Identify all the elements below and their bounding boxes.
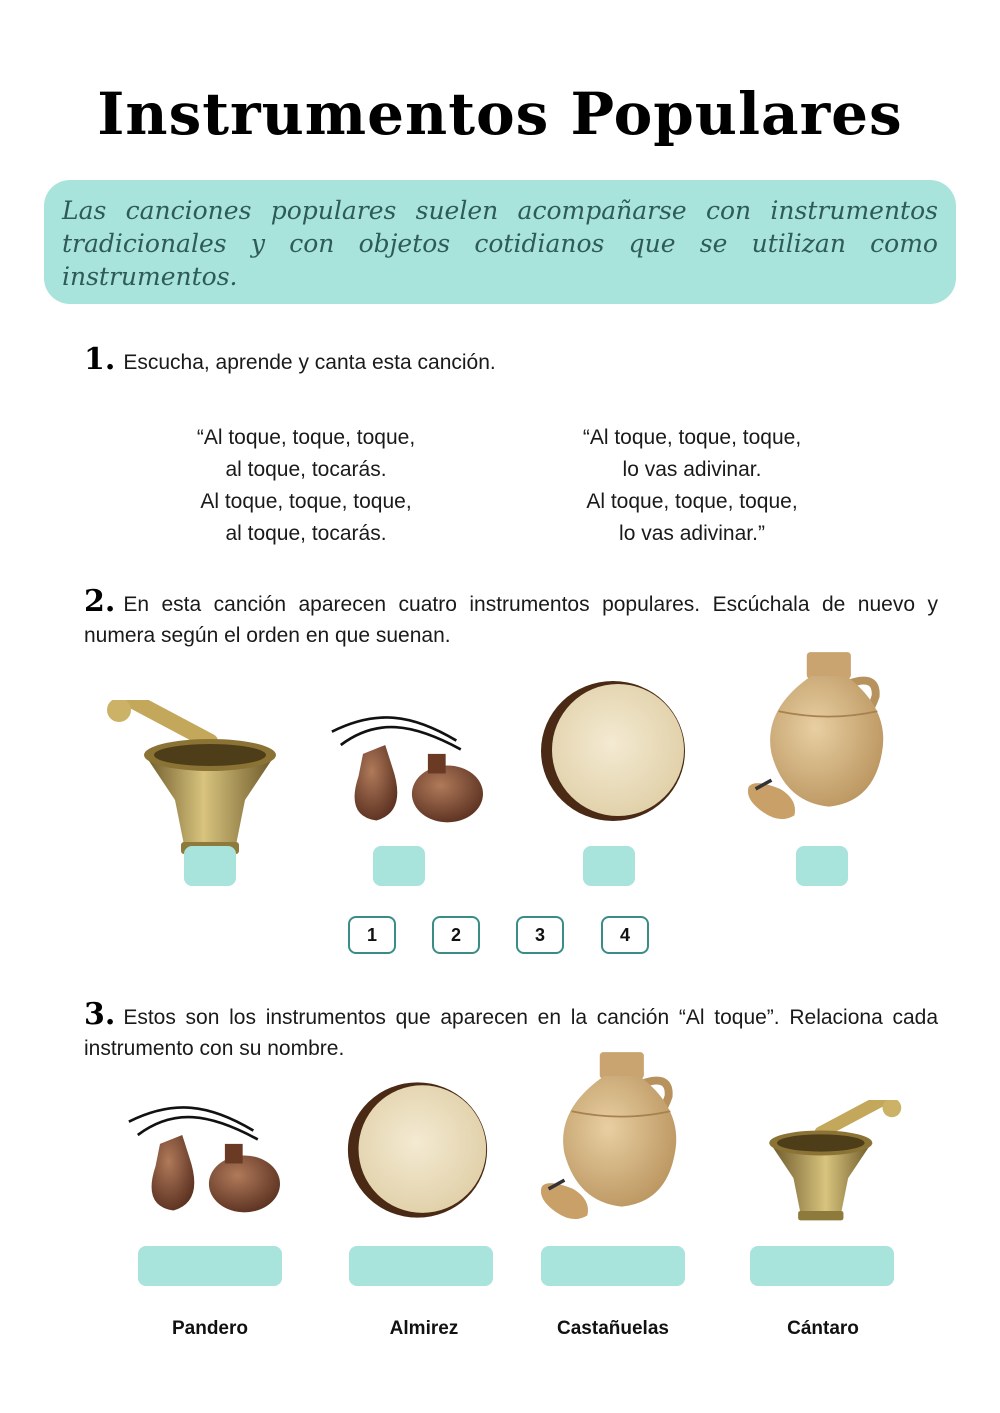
question-2-number: 2. <box>84 584 116 619</box>
question-3-text: Estos son los instrumentos que aparecen en la canción “Al toque”. Relaciona cada instrumento con su nombre. <box>84 1006 938 1060</box>
verse-line: “Al toque, toque, toque, <box>196 426 416 449</box>
verse-line: al toque, tocarás. <box>225 522 387 545</box>
mortar-pestle-image <box>105 700 285 860</box>
match-slot[interactable] <box>349 1246 493 1286</box>
question-3 <box>84 999 938 1064</box>
verse-right <box>532 422 852 550</box>
number-option-4[interactable]: 4 <box>601 916 649 954</box>
match-slot[interactable] <box>750 1246 894 1286</box>
question-3-number: 3. <box>84 997 116 1032</box>
label-almirez[interactable]: Almirez <box>389 1318 459 1339</box>
frame-drum-image <box>345 1075 490 1225</box>
label-pandero[interactable]: Pandero <box>171 1318 249 1339</box>
page-title: Instrumentos Populares <box>97 80 903 148</box>
answer-slot[interactable] <box>583 846 635 886</box>
answer-slot[interactable] <box>184 846 236 886</box>
clay-jug-image <box>745 636 895 836</box>
answer-slot[interactable] <box>796 846 848 886</box>
question-1-text: Escucha, aprende y canta esta canción. <box>123 351 496 374</box>
clay-jug-image <box>538 1036 688 1236</box>
match-slot[interactable] <box>541 1246 685 1286</box>
question-1-number: 1. <box>84 342 116 377</box>
number-option-2[interactable]: 2 <box>432 916 480 954</box>
verse-line: “Al toque, toque, toque, <box>582 426 802 449</box>
castanets-image <box>115 1095 285 1215</box>
mortar-pestle-image <box>745 1100 920 1225</box>
label-cantaro[interactable]: Cántaro <box>787 1318 859 1339</box>
castanets-image <box>318 705 488 825</box>
frame-drum-image <box>538 676 688 826</box>
question-1 <box>84 344 938 378</box>
answer-slot[interactable] <box>373 846 425 886</box>
number-option-1[interactable]: 1 <box>348 916 396 954</box>
question-2-text: En esta canción aparecen cuatro instrumentos populares. Escúchala de nuevo y numera según el orden en que suenan. <box>84 593 938 647</box>
intro-box <box>44 180 956 304</box>
verse-line: Al toque, toque, toque, <box>586 490 798 513</box>
verse-line: lo vas adivinar. <box>622 458 762 481</box>
intro-text: Las canciones populares suelen acompañarse con instrumentos tradicionales y con objetos cotidianos que se utilizan como instrumentos. <box>62 196 938 291</box>
label-castanuelas[interactable]: Castañuelas <box>557 1318 669 1339</box>
verse-line: Al toque, toque, toque, <box>200 490 412 513</box>
verse-line: lo vas adivinar.” <box>619 522 765 545</box>
number-option-3[interactable]: 3 <box>516 916 564 954</box>
verse-line: al toque, tocarás. <box>225 458 387 481</box>
verse-left <box>146 422 466 550</box>
match-slot[interactable] <box>138 1246 282 1286</box>
